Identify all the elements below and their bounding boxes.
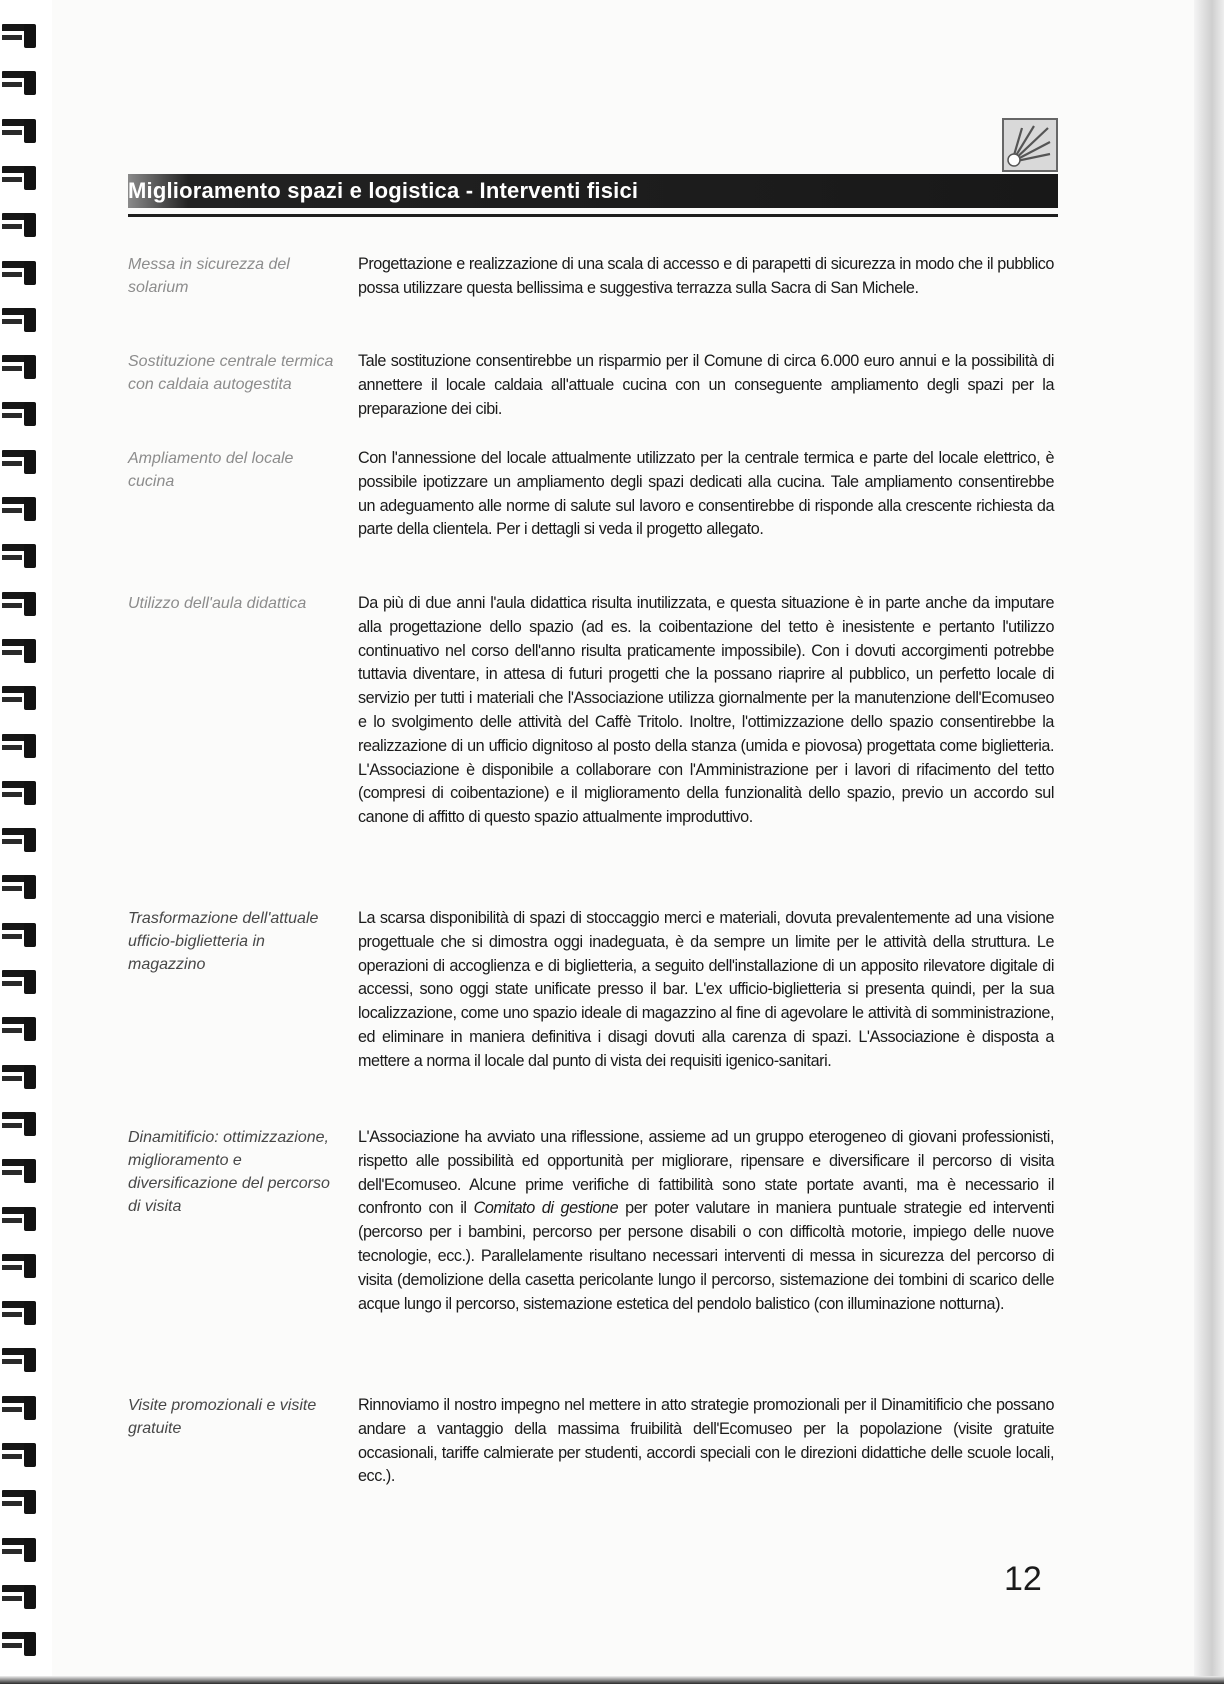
spiral-binding [0,0,52,1684]
binding-ring [2,166,36,182]
binding-ring [2,1017,36,1033]
section-label: Dinamitificio: ottimizzazione, miglioramento e diversificazione del percorso di visita [128,1129,330,1215]
section-label: Visite promozionali e visite gratuite [128,1397,317,1437]
section-text: La scarsa disponibilità di spazi di stoccaggio merci e materiali, dovuta prevalentemente ad una visione progettuale che si dimostra oggi inadeguata, è da sempre un limite per le attività della struttura. Le operazioni di accoglienza e di biglietteria, a seguito dell'installazione di un apposito rilevatore digitale di accessi, sono oggi state unificate presso il bar. L'ex ufficio-biglietteria si presenta quindi, per la sua localizzazione, come uno spazio ideale di magazzino al fine di agevolare le attività di somministrazione, ed eliminare in maniera definitiva i disagi dovuti alla carenza di spazi. L'Associazione è disposta a mettere a norma il locale dal punto di vista dei requisiti igenico-sanitari. [358,909,1054,1070]
binding-ring [2,24,36,40]
binding-ring [2,781,36,797]
page-number: 12 [1004,1560,1042,1598]
binding-ring [2,828,36,844]
binding-ring [2,544,36,560]
binding-ring [2,1632,36,1648]
binding-ring [2,1490,36,1506]
section-label: Ampliamento del locale cucina [128,450,294,490]
binding-ring [2,923,36,939]
binding-ring [2,592,36,608]
page-bottom-edge [0,1676,1224,1684]
binding-ring [2,119,36,135]
binding-ring [2,1301,36,1317]
section-text: Progettazione e realizzazione di una scala di accesso e di parapetti di sicurezza in modo che il pubblico possa utilizzare questa bellissima e suggestiva terrazza sulla Sacra di San Michele. [358,255,1054,297]
section-label: Sostituzione centrale termica con caldaia autogestita [128,353,334,393]
binding-ring [2,1159,36,1175]
section-text-part: per poter valutare in maniera puntuale strategie ed interventi (percorso per i bambini, percorso per persone disabili o con difficoltà motorie, impiego delle nuove tecnologie, ecc.). Parallelamente risultano necessari interventi di messa in sicurezza del percorso di visita (demolizione della casetta pericolante lungo il percorso, sistemazione dei tombini di scarico delle acque lungo il percorso, sistemazione estetica del pendolo balistico (con illuminazione notturna). [358,1199,1054,1313]
binding-ring [2,875,36,891]
binding-ring [2,1207,36,1223]
section-text: Da più di due anni l'aula didattica risulta inutilizzata, e questa situazione è in parte anche da imputare alla progettazione dello spazio (ad es. la coibentazione del tetto è inesistente e pertanto l'utilizzo continuativo nel corso dell'anno risulta praticamente impossibile). Con i dovuti accorgimenti potrebbe tuttavia diventare, in attesa di futuri progetti che la possano riaprire al pubblico, un perfetto locale di servizio per tutti i materiali che l'Associazione utilizza giornalmente per la manutenzione dell'Ecomuseo e lo svolgimento delle attività del Caffè Tritolo. Inoltre, l'ottimizzazione dello spazio consentirebbe la realizzazione di un ufficio dignitoso al posto della stanza (umida e piovosa) progettata come biglietteria. L'Associazione è disponibile a collaborare con l'Amministrazione per i lavori di rifacimento del tetto (compresi di coibentazione) e il miglioramento della funzionalità dello spazio, previo un accordo sul canone di affitto di questo spazio attualmente improduttivo. [358,594,1054,827]
binding-ring [2,497,36,513]
binding-ring [2,970,36,986]
section-text: Tale sostituzione consentirebbe un risparmio per il Comune di circa 6.000 euro annui e la possibilità di annettere il locale caldaia all'attuale cucina con un conseguente ampliamento degli spazi per la preparazione dei cibi. [358,352,1054,418]
binding-ring [2,71,36,87]
binding-ring [2,308,36,324]
ecomuseum-logo-icon [1002,118,1058,172]
binding-ring [2,213,36,229]
header-rule [128,214,1058,217]
section-label: Trasformazione dell'attuale ufficio-biglietteria in magazzino [128,910,319,973]
section-text [358,1126,1054,1316]
binding-ring [2,1585,36,1601]
section-text: Rinnoviamo il nostro impegno nel mettere in atto strategie promozionali per il Dinamitificio che possano andare a vantaggio della massima fruibilità dell'Ecomuseo per la popolazione (visite gratuite occasionali, tariffe calmierate per studenti, accordi speciali con le direzioni didattiche delle scuole locali, ecc.). [358,1396,1054,1486]
binding-ring [2,686,36,702]
binding-ring [2,261,36,277]
binding-ring [2,1065,36,1081]
section-text-part: L'Associazione ha avviato una riflessione, assieme ad un gruppo eterogeneo di giovani professionisti, rispetto alle possibilità ed opportunità per migliorare, ripensare e diversificare il percorso di visita dell'Ecomuseo. Alcune prime verifiche di fattibilità sono state portate avanti, ma è necessario il confronto con il [358,1128,1054,1218]
binding-ring [2,402,36,418]
binding-ring [2,1348,36,1364]
binding-ring [2,1396,36,1412]
binding-ring [2,355,36,371]
binding-ring [2,639,36,655]
section-label: Messa in sicurezza del solarium [128,256,290,296]
binding-ring [2,1443,36,1459]
page-title: Miglioramento spazi e logistica - Interventi fisici [128,178,639,203]
binding-ring [2,734,36,750]
section-label: Utilizzo dell'aula didattica [128,595,307,612]
comitato-gestione-text: Comitato di gestione [473,1199,619,1218]
binding-ring [2,1538,36,1554]
section-text: Con l'annessione del locale attualmente utilizzato per la centrale termica e parte del locale elettrico, è possibile ipotizzare un ampliamento degli spazi dedicati alla cucina. Tale ampliamento consentirebbe un adeguamento alle norme di salute sul lavoro e consentirebbe di risponde alla crescente richiesta da parte della clientela. Per i dettagli si veda il progetto allegato. [358,449,1054,539]
binding-ring [2,1112,36,1128]
page-edge [1194,0,1224,1684]
binding-ring [2,450,36,466]
binding-ring [2,1254,36,1270]
